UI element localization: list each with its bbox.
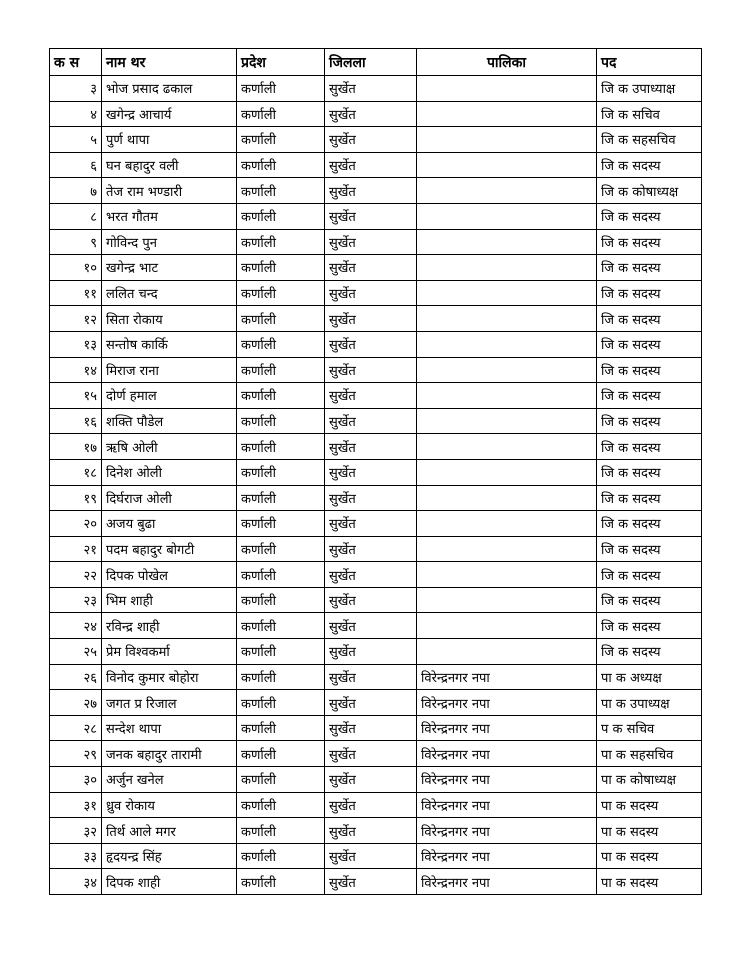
name-cell: दिपक पोखेल (102, 562, 237, 588)
serial-cell: ९ (50, 229, 102, 255)
district-cell: सुर्खेत (325, 767, 417, 793)
serial-cell: ३१ (50, 792, 102, 818)
name-cell: पुर्ण थापा (102, 127, 237, 153)
table-row (50, 536, 702, 562)
municipality-cell: विरेन्द्रनगर नपा (417, 741, 597, 767)
province-cell: कर्णाली (237, 536, 325, 562)
district-cell: सुर्खेत (325, 229, 417, 255)
name-cell: विनोद कुमार बोहोरा (102, 664, 237, 690)
municipality-cell (417, 562, 597, 588)
serial-cell: ४ (50, 101, 102, 127)
name-cell: दिपक शाही (102, 869, 237, 895)
post-cell: जि क सदस्य (597, 485, 702, 511)
province-cell: कर्णाली (237, 511, 325, 537)
table-row (50, 767, 702, 793)
serial-cell: २५ (50, 639, 102, 665)
district-cell: सुर्खेत (325, 152, 417, 178)
header-name: नाम थर (102, 49, 237, 76)
municipality-cell (417, 536, 597, 562)
municipality-cell: विरेन्द्रनगर नपा (417, 664, 597, 690)
province-cell: कर्णाली (237, 331, 325, 357)
province-cell: कर्णाली (237, 203, 325, 229)
district-cell: सुर्खेत (325, 664, 417, 690)
name-cell: ललित चन्द (102, 280, 237, 306)
table-row (50, 792, 702, 818)
district-cell: सुर्खेत (325, 485, 417, 511)
district-cell: सुर्खेत (325, 331, 417, 357)
post-cell: जि क सदस्य (597, 639, 702, 665)
municipality-cell (417, 280, 597, 306)
serial-cell: १९ (50, 485, 102, 511)
name-cell: तिर्थ आले मगर (102, 818, 237, 844)
district-cell: सुर्खेत (325, 127, 417, 153)
province-cell: कर्णाली (237, 229, 325, 255)
serial-cell: ६ (50, 152, 102, 178)
post-cell: प क सचिव (597, 715, 702, 741)
name-cell: खगेन्द्र भाट (102, 255, 237, 281)
post-cell: जि क सदस्य (597, 280, 702, 306)
serial-cell: २३ (50, 587, 102, 613)
name-cell: अर्जुन खनेल (102, 767, 237, 793)
serial-cell: २० (50, 511, 102, 537)
name-cell: तेज राम भण्डारी (102, 178, 237, 204)
district-cell: सुर्खेत (325, 792, 417, 818)
serial-cell: १२ (50, 306, 102, 332)
serial-cell: २६ (50, 664, 102, 690)
municipality-cell (417, 331, 597, 357)
district-cell: सुर्खेत (325, 203, 417, 229)
table-row (50, 664, 702, 690)
province-cell: कर्णाली (237, 127, 325, 153)
post-cell: जि क सदस्य (597, 459, 702, 485)
province-cell: कर्णाली (237, 178, 325, 204)
serial-cell: ५ (50, 127, 102, 153)
municipality-cell: विरेन्द्रनगर नपा (417, 843, 597, 869)
municipality-cell (417, 127, 597, 153)
table-row (50, 408, 702, 434)
post-cell: जि क सहसचिव (597, 127, 702, 153)
municipality-cell (417, 511, 597, 537)
district-cell: सुर्खेत (325, 818, 417, 844)
post-cell: पा क उपाध्यक्ष (597, 690, 702, 716)
province-cell: कर्णाली (237, 843, 325, 869)
municipality-cell (417, 152, 597, 178)
post-cell: जि क सचिव (597, 101, 702, 127)
name-cell: मिराज राना (102, 357, 237, 383)
table-row (50, 843, 702, 869)
serial-cell: ३४ (50, 869, 102, 895)
name-cell: सिता रोकाय (102, 306, 237, 332)
table-row (50, 178, 702, 204)
serial-cell: २२ (50, 562, 102, 588)
serial-cell: २९ (50, 741, 102, 767)
municipality-cell (417, 101, 597, 127)
table-row (50, 715, 702, 741)
municipality-cell (417, 203, 597, 229)
district-cell: सुर्खेत (325, 511, 417, 537)
serial-cell: ३ (50, 76, 102, 102)
municipality-cell (417, 485, 597, 511)
table-row (50, 383, 702, 409)
table-row (50, 203, 702, 229)
name-cell: सन्तोष कार्कि (102, 331, 237, 357)
serial-cell: १८ (50, 459, 102, 485)
province-cell: कर्णाली (237, 408, 325, 434)
header-post: पद (597, 49, 702, 76)
table-row (50, 280, 702, 306)
name-cell: दिनेश ओली (102, 459, 237, 485)
post-cell: जि क सदस्य (597, 613, 702, 639)
serial-cell: २७ (50, 690, 102, 716)
header-district: जिलला (325, 49, 417, 76)
name-cell: गोविन्द पुन (102, 229, 237, 255)
district-cell: सुर्खेत (325, 76, 417, 102)
name-cell: घन बहादुर वली (102, 152, 237, 178)
district-cell: सुर्खेत (325, 715, 417, 741)
district-cell: सुर्खेत (325, 613, 417, 639)
province-cell: कर्णाली (237, 869, 325, 895)
name-cell: ध्रुव रोकाय (102, 792, 237, 818)
province-cell: कर्णाली (237, 306, 325, 332)
post-cell: पा क अध्यक्ष (597, 664, 702, 690)
serial-cell: १५ (50, 383, 102, 409)
municipality-cell (417, 306, 597, 332)
province-cell: कर्णाली (237, 792, 325, 818)
post-cell: जि क सदस्य (597, 408, 702, 434)
name-cell: पदम बहादुर बोगटी (102, 536, 237, 562)
name-cell: दोर्ण हमाल (102, 383, 237, 409)
post-cell: जि क सदस्य (597, 152, 702, 178)
municipality-cell (417, 408, 597, 434)
table-row (50, 869, 702, 895)
table-row (50, 255, 702, 281)
municipality-cell: विरेन्द्रनगर नपा (417, 690, 597, 716)
province-cell: कर्णाली (237, 357, 325, 383)
district-cell: सुर्खेत (325, 690, 417, 716)
province-cell: कर्णाली (237, 715, 325, 741)
province-cell: कर्णाली (237, 280, 325, 306)
post-cell: जि क सदस्य (597, 255, 702, 281)
district-cell: सुर्खेत (325, 280, 417, 306)
table-row (50, 485, 702, 511)
post-cell: जि क सदस्य (597, 536, 702, 562)
table-row (50, 639, 702, 665)
municipality-cell (417, 383, 597, 409)
name-cell: रविन्द्र शाही (102, 613, 237, 639)
district-cell: सुर्खेत (325, 101, 417, 127)
post-cell: पा क कोषाध्यक्ष (597, 767, 702, 793)
province-cell: कर्णाली (237, 434, 325, 460)
district-cell: सुर्खेत (325, 459, 417, 485)
name-cell: प्रेम विश्वकर्मा (102, 639, 237, 665)
province-cell: कर्णाली (237, 76, 325, 102)
serial-cell: २४ (50, 613, 102, 639)
municipality-cell: विरेन्द्रनगर नपा (417, 767, 597, 793)
post-cell: जि क सदस्य (597, 357, 702, 383)
district-cell: सुर्खेत (325, 306, 417, 332)
province-cell: कर्णाली (237, 101, 325, 127)
post-cell: जि क सदस्य (597, 562, 702, 588)
serial-cell: १७ (50, 434, 102, 460)
district-cell: सुर्खेत (325, 869, 417, 895)
table-row (50, 613, 702, 639)
province-cell: कर्णाली (237, 690, 325, 716)
serial-cell: ३२ (50, 818, 102, 844)
header-serial: क स (50, 49, 102, 76)
province-cell: कर्णाली (237, 152, 325, 178)
table-row (50, 306, 702, 332)
post-cell: पा क सदस्य (597, 792, 702, 818)
district-cell: सुर्खेत (325, 741, 417, 767)
province-cell: कर्णाली (237, 255, 325, 281)
header-municipality: पालिका (417, 49, 597, 76)
province-cell: कर्णाली (237, 664, 325, 690)
municipality-cell (417, 434, 597, 460)
name-cell: शक्ति पौडेल (102, 408, 237, 434)
province-cell: कर्णाली (237, 639, 325, 665)
header-province: प्रदेश (237, 49, 325, 76)
name-cell: सन्देश थापा (102, 715, 237, 741)
table-row (50, 562, 702, 588)
post-cell: पा क सहसचिव (597, 741, 702, 767)
municipality-cell (417, 76, 597, 102)
post-cell: जि क सदस्य (597, 229, 702, 255)
municipality-cell (417, 613, 597, 639)
municipality-cell (417, 459, 597, 485)
table-row (50, 357, 702, 383)
post-cell: जि क सदस्य (597, 203, 702, 229)
post-cell: पा क सदस्य (597, 818, 702, 844)
serial-cell: १६ (50, 408, 102, 434)
province-cell: कर्णाली (237, 767, 325, 793)
table-row (50, 511, 702, 537)
province-cell: कर्णाली (237, 383, 325, 409)
post-cell: जि क उपाध्याक्ष (597, 76, 702, 102)
post-cell: जि क सदस्य (597, 587, 702, 613)
municipality-cell (417, 255, 597, 281)
municipality-cell (417, 639, 597, 665)
header-row (50, 49, 702, 76)
name-cell: भिम शाही (102, 587, 237, 613)
province-cell: कर्णाली (237, 613, 325, 639)
post-cell: जि क सदस्य (597, 306, 702, 332)
table-row (50, 331, 702, 357)
province-cell: कर्णाली (237, 562, 325, 588)
table-row (50, 690, 702, 716)
district-cell: सुर्खेत (325, 434, 417, 460)
name-cell: दिर्घराज ओली (102, 485, 237, 511)
serial-cell: ७ (50, 178, 102, 204)
serial-cell: १४ (50, 357, 102, 383)
name-cell: ऋषि ओली (102, 434, 237, 460)
serial-cell: ३० (50, 767, 102, 793)
post-cell: पा क सदस्य (597, 869, 702, 895)
district-cell: सुर्खेत (325, 255, 417, 281)
municipality-cell (417, 178, 597, 204)
serial-cell: १३ (50, 331, 102, 357)
table-row (50, 127, 702, 153)
district-cell: सुर्खेत (325, 639, 417, 665)
name-cell: भरत गौतम (102, 203, 237, 229)
province-cell: कर्णाली (237, 587, 325, 613)
district-cell: सुर्खेत (325, 357, 417, 383)
district-cell: सुर्खेत (325, 587, 417, 613)
table-row (50, 587, 702, 613)
district-cell: सुर्खेत (325, 843, 417, 869)
municipality-cell: विरेन्द्रनगर नपा (417, 818, 597, 844)
serial-cell: १० (50, 255, 102, 281)
municipality-cell: विरेन्द्रनगर नपा (417, 869, 597, 895)
serial-cell: ८ (50, 203, 102, 229)
district-cell: सुर्खेत (325, 178, 417, 204)
district-cell: सुर्खेत (325, 383, 417, 409)
province-cell: कर्णाली (237, 459, 325, 485)
post-cell: जि क कोषाध्यक्ष (597, 178, 702, 204)
district-cell: सुर्खेत (325, 536, 417, 562)
name-cell: जनक बहादुर तारामी (102, 741, 237, 767)
post-cell: जि क सदस्य (597, 434, 702, 460)
name-cell: हृदयन्द्र सिंह (102, 843, 237, 869)
table-row (50, 229, 702, 255)
province-cell: कर्णाली (237, 741, 325, 767)
serial-cell: ११ (50, 280, 102, 306)
province-cell: कर्णाली (237, 818, 325, 844)
name-cell: भोज प्रसाद ढकाल (102, 76, 237, 102)
member-table (49, 48, 702, 895)
municipality-cell (417, 587, 597, 613)
post-cell: जि क सदस्य (597, 511, 702, 537)
table-row (50, 152, 702, 178)
municipality-cell: विरेन्द्रनगर नपा (417, 715, 597, 741)
name-cell: जगत प्र रिजाल (102, 690, 237, 716)
table-row (50, 76, 702, 102)
municipality-cell: विरेन्द्रनगर नपा (417, 792, 597, 818)
table-row (50, 741, 702, 767)
municipality-cell (417, 229, 597, 255)
post-cell: पा क सदस्य (597, 843, 702, 869)
name-cell: खगेन्द्र आचार्य (102, 101, 237, 127)
district-cell: सुर्खेत (325, 562, 417, 588)
municipality-cell (417, 357, 597, 383)
name-cell: अजय बुढा (102, 511, 237, 537)
serial-cell: २१ (50, 536, 102, 562)
table-row (50, 101, 702, 127)
table-row (50, 434, 702, 460)
serial-cell: ३३ (50, 843, 102, 869)
table-row (50, 459, 702, 485)
serial-cell: २८ (50, 715, 102, 741)
district-cell: सुर्खेत (325, 408, 417, 434)
province-cell: कर्णाली (237, 485, 325, 511)
table-row (50, 818, 702, 844)
post-cell: जि क सदस्य (597, 331, 702, 357)
post-cell: जि क सदस्य (597, 383, 702, 409)
